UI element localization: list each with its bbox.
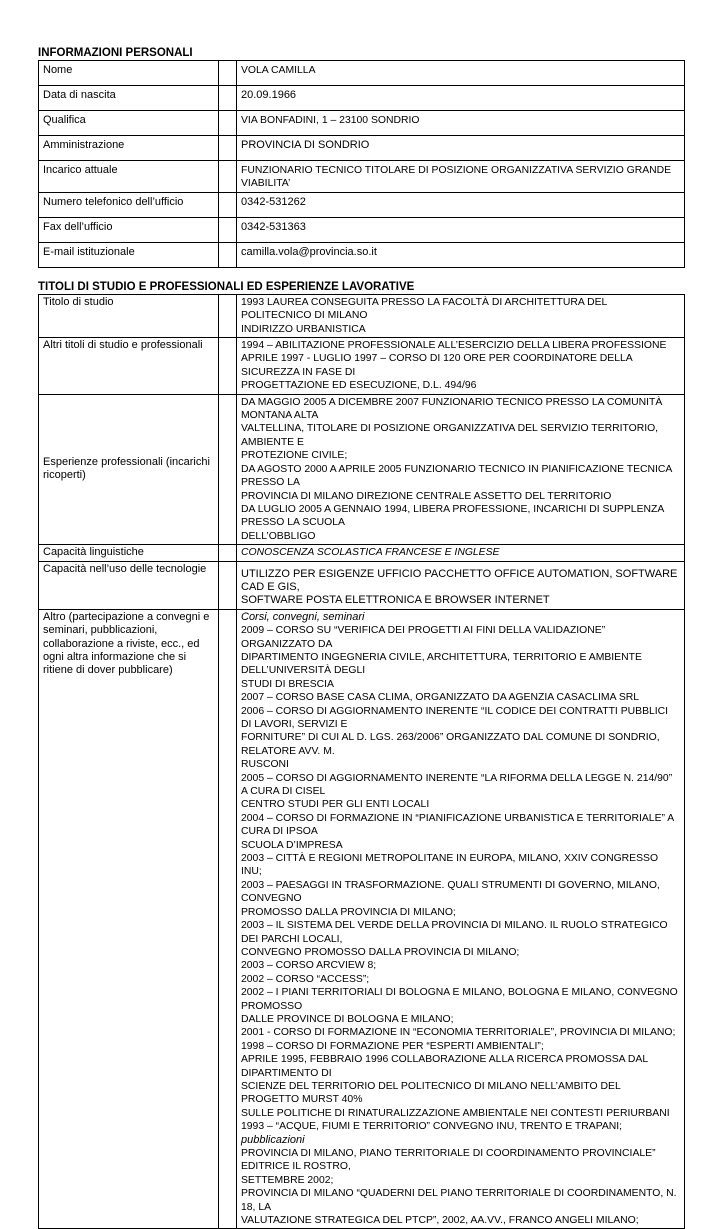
row-lingue bbox=[39, 545, 685, 561]
personal-row-value: 20.09.1966 bbox=[237, 86, 685, 111]
personal-row-label: Data di nascita bbox=[39, 86, 219, 111]
text-line: VALTELLINA, TITOLARE DI POSIZIONE ORGANIZZATIVA DEL SERVIZIO TERRITORIO, AMBIENTE E bbox=[241, 423, 659, 448]
activity-line: pubblicazioni bbox=[241, 1133, 305, 1146]
text-line: PROVINCIA DI MILANO DIREZIONE CENTRALE ASSETTO DEL TERRITORIO bbox=[241, 490, 612, 502]
activity-line: CONVEGNO PROMOSSO DALLA PROVINCIA DI MILANO; bbox=[241, 946, 520, 958]
personal-row-value: camilla.vola@provincia.so.it bbox=[237, 242, 685, 267]
personal-row-value: VOLA CAMILLA bbox=[237, 61, 685, 86]
personal-row-label: Qualifica bbox=[39, 111, 219, 136]
activity-line: STUDI DI BRESCIA bbox=[241, 678, 334, 690]
activity-line: 1993 – “ACQUE, FIUMI E TERRITORIO” CONVEGNO INU, TRENTO E TRAPANI; bbox=[241, 1121, 623, 1133]
activity-line: APRILE 1995, FEBBRAIO 1996 COLLABORAZIONE ALLA RICERCA PROMOSSA DAL DIPARTIMENTO DI bbox=[241, 1054, 648, 1079]
personal-info-table bbox=[38, 60, 685, 268]
value-altro bbox=[237, 609, 685, 1229]
personal-row-label: Incarico attuale bbox=[39, 161, 219, 193]
row-tecnologie bbox=[39, 561, 685, 609]
text-line: INDIRIZZO URBANISTICA bbox=[241, 323, 366, 335]
activity-line: 2006 – CORSO DI AGGIORNAMENTO INERENTE “IL CODICE DEI CONTRATTI PUBBLICI DI LAVORI, SERVIZI E bbox=[241, 705, 669, 730]
activity-line: SCIENZE DEL TERRITORIO DEL POLITECNICO DI MILANO NELL’AMBITO DEL PROGETTO MURST 40% bbox=[241, 1080, 621, 1106]
activity-line: 2002 – I PIANI TERRITORIALI DI BOLOGNA E MILANO, BOLOGNA E MILANO, CONVEGNO PROMOSSO bbox=[241, 987, 678, 1012]
text-line: UTILIZZO PER ESIGENZE UFFICIO PACCHETTO OFFICE AUTOMATION, SOFTWARE CAD E GIS, bbox=[241, 567, 678, 593]
activity-line: 2005 – CORSO DI AGGIORNAMENTO INERENTE “LA RIFORMA DELLA LEGGE N. 214/90” A CURA DI CISEL bbox=[241, 772, 673, 798]
label-altro: Altro (partecipazione a convegni e seminari, pubblicazioni, collaborazione a riviste, ecc., ed ogni altra informazione che si ritiene di dover pubblicare) bbox=[39, 609, 219, 1229]
personal-row-label: E-mail istituzionale bbox=[39, 242, 219, 267]
text-line: DELL’OBBLIGO bbox=[241, 530, 316, 542]
activity-line: 2009 – CORSO SU “VERIFICA DEI PROGETTI AI FINI DELLA VALIDAZIONE” ORGANIZZATO DA bbox=[241, 625, 606, 650]
personal-row-label: Fax dell’ufficio bbox=[39, 217, 219, 242]
activity-line: 2003 – CORSO ARCVIEW 8; bbox=[241, 960, 377, 972]
personal-row-label: Amministrazione bbox=[39, 136, 219, 161]
activity-line: RUSCONI bbox=[241, 759, 289, 771]
activity-line: CENTRO STUDI PER GLI ENTI LOCALI bbox=[241, 799, 430, 811]
personal-row bbox=[39, 86, 685, 111]
activity-line: 2001 - CORSO DI FORMAZIONE IN “ECONOMIA TERRITORIALE”, PROVINCIA DI MILANO; bbox=[241, 1027, 676, 1039]
personal-row-label: Nome bbox=[39, 61, 219, 86]
text-line: DA AGOSTO 2000 A APRILE 2005 FUNZIONARIO TECNICO IN PIANIFICAZIONE TECNICA PRESSO LA bbox=[241, 463, 672, 489]
activity-line: 1998 – CORSO DI FORMAZIONE PER “ESPERTI AMBIENTALI”; bbox=[241, 1040, 544, 1052]
value-tecnologie bbox=[237, 561, 685, 609]
text-line: PROGETTAZIONE ED ESECUZIONE, D.L. 494/96 bbox=[241, 380, 477, 392]
label-tecnologie: Capacità nell’uso delle tecnologie bbox=[39, 561, 219, 609]
personal-row-value: 0342-531262 bbox=[237, 192, 685, 217]
label-altri-titoli: Altri titoli di studio e professionali bbox=[39, 338, 219, 395]
text-line: 1994 – ABILITAZIONE PROFESSIONALE ALL’ESERCIZIO DELLA LIBERA PROFESSIONE bbox=[241, 340, 667, 352]
personal-row bbox=[39, 61, 685, 86]
personal-row-value: 0342-531363 bbox=[237, 217, 685, 242]
row-titolo-studio bbox=[39, 294, 685, 337]
value-esperienze bbox=[237, 394, 685, 544]
activity-line: DIPARTIMENTO INGEGNERIA CIVILE, ARCHITETTURA, TERRITORIO E AMBIENTE DELL’UNIVERSITÀ DEGLI bbox=[241, 651, 642, 677]
activity-line: SCUOLA D’IMPRESA bbox=[241, 839, 343, 851]
activity-line: FORNITURE” DI CUI AL D. LGS. 263/2006” ORGANIZZATO DAL COMUNE DI SONDRIO, RELATORE AVV. M. bbox=[241, 732, 660, 757]
activity-line: DALLE PROVINCE DI BOLOGNA E MILANO; bbox=[241, 1013, 454, 1025]
label-esperienze: Esperienze professionali (incarichi ricoperti) bbox=[39, 394, 219, 544]
value-lingue: CONOSCENZA SCOLASTICA FRANCESE E INGLESE bbox=[237, 545, 685, 561]
text-line: SOFTWARE POSTA ELETTRONICA E BROWSER INTERNET bbox=[241, 594, 550, 607]
personal-row bbox=[39, 161, 685, 193]
personal-row-value: PROVINCIA DI SONDRIO bbox=[237, 136, 685, 161]
row-esperienze bbox=[39, 394, 685, 544]
personal-row bbox=[39, 217, 685, 242]
personal-row-value: FUNZIONARIO TECNICO TITOLARE DI POSIZIONE ORGANIZZATIVA SERVIZIO GRANDE VIABILITA’ bbox=[237, 161, 685, 193]
personal-row bbox=[39, 136, 685, 161]
activity-line: SULLE POLITICHE DI RINATURALIZZAZIONE AMBIENTALE NEI CONTESTI PERIURBANI bbox=[241, 1107, 670, 1119]
activity-line: 2002 – CORSO “ACCESS”; bbox=[241, 973, 370, 985]
personal-row bbox=[39, 111, 685, 136]
activity-line: PROVINCIA DI MILANO, PIANO TERRITORIALE DI COORDINAMENTO PROVINCIALE” EDITRICE IL ROSTRO, bbox=[241, 1148, 656, 1173]
value-altri-titoli bbox=[237, 338, 685, 395]
activity-line: 2003 – CITTÀ E REGIONI METROPOLITANE IN EUROPA, MILANO, XXIV CONGRESSO INU; bbox=[241, 853, 659, 878]
activity-line: SETTEMBRE 2002; bbox=[241, 1174, 334, 1186]
label-titolo-studio: Titolo di studio bbox=[39, 294, 219, 337]
row-altri-titoli bbox=[39, 338, 685, 395]
activity-line: 2003 – IL SISTEMA DEL VERDE DELLA PROVINCIA DI MILANO. IL RUOLO STRATEGICO DEI PARCHI LOCALI, bbox=[241, 920, 668, 945]
label-lingue: Capacità linguistiche bbox=[39, 545, 219, 561]
activity-line: PROMOSSO DALLA PROVINCIA DI MILANO; bbox=[241, 906, 456, 918]
text-line: PROTEZIONE CIVILE; bbox=[241, 450, 348, 462]
personal-row bbox=[39, 192, 685, 217]
activity-line: 2003 – PAESAGGI IN TRASFORMAZIONE. QUALI STRUMENTI DI GOVERNO, MILANO, CONVEGNO bbox=[241, 879, 660, 905]
document-page bbox=[38, 46, 684, 1229]
personal-row-value: VIA BONFADINI, 1 – 23100 SONDRIO bbox=[237, 111, 685, 136]
activity-line: 2004 – CORSO DI FORMAZIONE IN “PIANIFICAZIONE URBANISTICA E TERRITORIALE” A CURA DI IPSOA bbox=[241, 812, 674, 838]
text-line: DA LUGLIO 2005 A GENNAIO 1994, LIBERA PROFESSIONE, INCARICHI DI SUPPLENZA PRESSO LA SCUOLA bbox=[241, 503, 664, 529]
activity-line: PROVINCIA DI MILANO “QUADERNI DEL PIANO TERRITORIALE DI COORDINAMENTO, N. 18, LA bbox=[241, 1188, 677, 1213]
personal-row bbox=[39, 242, 685, 267]
education-table bbox=[38, 294, 685, 1229]
value-titolo-studio bbox=[237, 294, 685, 337]
text-line: DA MAGGIO 2005 A DICEMBRE 2007 FUNZIONARIO TECNICO PRESSO LA COMUNITÀ MONTANA ALTA bbox=[241, 396, 663, 422]
row-altro bbox=[39, 609, 685, 1229]
personal-row-label: Numero telefonico dell’ufficio bbox=[39, 192, 219, 217]
text-line: APRILE 1997 - LUGLIO 1997 – CORSO DI 120 ORE PER COORDINATORE DELLA SICUREZZA IN FASE DI bbox=[241, 353, 633, 378]
activity-line: VALUTAZIONE STRATEGICA DEL PTCP”, 2002, AA.VV., FRANCO ANGELI MILANO; bbox=[241, 1215, 639, 1227]
text-line: 1993 LAUREA CONSEGUITA PRESSO LA FACOLTÀ DI ARCHITETTURA DEL POLITECNICO DI MILANO bbox=[241, 296, 607, 322]
activity-line: Corsi, convegni, seminari bbox=[241, 610, 365, 623]
activity-line: 2007 – CORSO BASE CASA CLIMA, ORGANIZZATO DA AGENZIA CASACLIMA SRL bbox=[241, 692, 640, 704]
education-heading: TITOLI DI STUDIO E PROFESSIONALI ED ESPERIENZE LAVORATIVE bbox=[38, 280, 415, 293]
personal-info-heading: INFORMAZIONI PERSONALI bbox=[38, 47, 193, 59]
